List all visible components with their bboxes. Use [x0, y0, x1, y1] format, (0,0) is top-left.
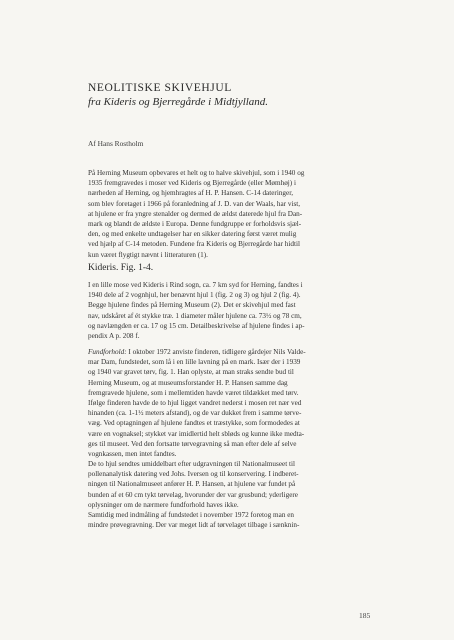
- text-line: Begge hjulene findes på Herning Museum (2). Det er skivehjul med fast: [88, 301, 296, 310]
- text-line: væg. Ved optagningen af hjulene fandtes et træstykke, som formodedes at: [88, 419, 300, 428]
- paragraph-1: [88, 280, 370, 341]
- text-line: De to hjul sendtes umiddelbart efter udgravningen til Nationalmuseet til: [88, 460, 295, 468]
- text-line: ved hjælp af C-14 metoden. Fundene fra Kideris og Bjerregårde har hidtil: [88, 240, 300, 249]
- text-line: hinanden (ca. 1-1½ meters afstand), og de var dukket frem i samme tørve-: [88, 409, 302, 418]
- intro-paragraph: [88, 168, 370, 260]
- text-line: I en lille mose ved Kideris i Rind sogn, ca. 7 km syd for Herning, fandtes i: [88, 281, 303, 289]
- author-byline: Af Hans Rostholm: [88, 139, 144, 148]
- article-subtitle: fra Kideris og Bjerregårde i Midtjylland.: [88, 96, 269, 108]
- text-line: fremgravede hjulene, som i mellemtiden havde været tildækket med tørv.: [88, 388, 299, 397]
- text-line: Samtidig med indmåling af fundstedet i november 1972 foretog man en: [88, 511, 294, 519]
- text-line: Ifølge finderen havde de to hjul ligget vandret nederst i mosen ret nær ved: [88, 399, 302, 408]
- text-line: mar Dam, fundstedet, som lå i en lille lavning på en mark. Især der i 1939: [88, 358, 301, 367]
- text-line: pendix A p. 208 f.: [88, 332, 140, 341]
- text-line: mindre prøvegravning. Der var meget lidt af tørvelaget tilbage i sænknin-: [88, 521, 300, 530]
- text-line: bunden af et 60 cm tykt tørvelag, hvorunder der var grusbund; yderligere: [88, 490, 298, 499]
- section-heading: Kideris. Fig. 1-4.: [88, 263, 154, 273]
- text-line: nærheden af Herning, og hjemhragtes af H. P. Hansen. C-14 dateringer,: [88, 189, 294, 198]
- text-line: og 1940 var gravet tørv, fig. 1. Han oplyste, at man straks sendte bud til: [88, 368, 294, 377]
- text-line: ningen til Nationalmuseet anfører H. P. Hansen, at hjulene var fundet på: [88, 480, 296, 489]
- article-title: NEOLITISKE SKIVEHJUL: [88, 82, 232, 94]
- text-line: pollenanalytisk datering ved Johs. Iversen og til konservering. I indberet-: [88, 470, 299, 479]
- text-line: og navlængden er ca. 17 og 15 cm. Detailbeskrivelse af hjulene findes i ap-: [88, 321, 305, 330]
- text-line: 1935 fremgravedes i moser ved Kideris og Bjerregårde (eller Mømhøj) i: [88, 179, 296, 188]
- text-line: oplysninger om de nærmere fundforhold haves ikke.: [88, 500, 239, 509]
- text-line: ges til museet. Ved den fortsatte tørvegravning så man efter dele af selve: [88, 439, 297, 448]
- text-line: 1940 dele af 2 vognhjul, her benævnt hjul 1 (fig. 2 og 3) og hjul 2 (fig. 4).: [88, 291, 301, 300]
- text-line: nav, udskåret af ét stykke træ. 1 diameter måler hjulene ca. 73½ og 78 cm,: [88, 311, 302, 320]
- text-line: vognkassen, men intet fandtes.: [88, 450, 177, 459]
- paragraph-2: [88, 347, 370, 459]
- text-line: På Herning Museum opbevares et helt og to halve skivehjul, som i 1940 og: [88, 169, 305, 177]
- paragraph-3: [88, 459, 370, 510]
- text-line: at hjulene er fra yngre stenalder og dermed de ældst daterede hjul fra Dan-: [88, 209, 303, 218]
- paragraph-4: [88, 510, 370, 530]
- text-line: kun været flygtigt nævnt i litteraturen (1).: [88, 250, 208, 259]
- text-line: mark og blandt de ældste i Europa. Denne fundgruppe er forholdsvis sjæl-: [88, 220, 302, 229]
- text-line: den, og med enkelte undtagelser har en sikker datering først været mulig: [88, 230, 297, 239]
- text-line: Herning Museum, og at museumsforstander H. P. Hansen samme dag: [88, 378, 288, 387]
- page-number: 185: [359, 611, 371, 620]
- fundforhold-label: Fundforhold:: [88, 348, 127, 356]
- text-line: som blev foretaget i 1966 på foranledning af J. D. van der Waals, har vist,: [88, 199, 301, 208]
- text-line: [88, 347, 370, 357]
- text-fragment: I oktober 1972 anviste finderen, tidligere gårdejer Nils Valde-: [126, 348, 306, 356]
- text-line: være en vognaksel; stykket var imidlertid helt sbløds og kunne ikke medta-: [88, 429, 305, 438]
